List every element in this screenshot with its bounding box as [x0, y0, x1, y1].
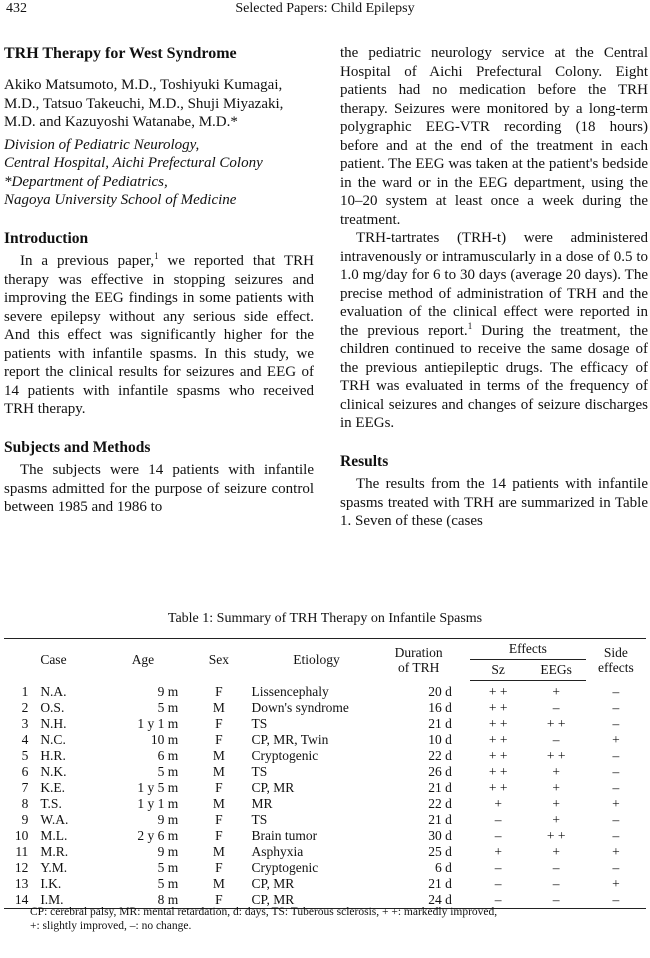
cell-sz: + +: [488, 732, 508, 747]
running-title: Selected Papers: Child Epilepsy: [235, 1, 415, 16]
col-header-etiology: Etiology: [244, 639, 384, 681]
cell-sex: M: [212, 700, 225, 715]
col-header-effects: Effects: [470, 639, 586, 660]
cell-side-effects: –: [612, 860, 620, 875]
cell-case: T.S.: [40, 796, 62, 811]
cell-case: K.E.: [40, 780, 66, 795]
cell-case: H.R.: [40, 748, 66, 763]
cell-sz: + +: [488, 764, 508, 779]
methods-paragraph-2: TRH-tartrates (TRH-t) were administered intravenously or intramuscularly in a dose of 0.5 to 1.0 mg/day for 6 to 30 days (average 20 days). The precise method of administration of TRH and the evaluation of the clinical effect were reported in the previous report.$^1$ During the treatment, the children continued to receive the same dosage of the previous antiepileptic drugs. The efficacy of TRH was evaluated in terms of the frequency of clinical seizures and changes of seizure discharges in EEGs.: [340, 230, 648, 431]
cell-side-effects: +: [612, 732, 620, 747]
row-number: 14: [4, 892, 30, 909]
cell-etiology: CP, MR: [251, 780, 295, 795]
cell-duration: 10 d: [428, 732, 452, 747]
cell-eegs: –: [552, 732, 560, 747]
affiliation-line: Nagoya University School of Medicine: [4, 192, 237, 208]
cell-sex: F: [215, 812, 223, 827]
cell-sz: +: [494, 796, 502, 811]
cell-side-effects: –: [612, 683, 620, 699]
cell-side-effects: –: [612, 764, 620, 779]
cell-age: 6 m: [157, 748, 179, 763]
cell-age: 9 m: [157, 844, 179, 859]
introduction-paragraph: In a previous paper,$^1$ we reported that TRH therapy was effective in stopping seizures and improving the EEG findings in some patients with severe epilepsy without any serious side effect. And this effect was significantly higher for the patients with infantile spasms. In this study, we report the clinical results for seizures and EEG of 14 patients with infantile spasms who received TRH therapy.: [4, 251, 314, 417]
cell-sex: M: [212, 748, 225, 763]
cell-eegs: –: [552, 860, 560, 875]
cell-case: I.M.: [30, 892, 105, 909]
cell-age: 1 y 1 m: [137, 796, 179, 811]
cell-age: 1 y 5 m: [137, 780, 179, 795]
affiliation-line: *Department of Pediatrics,: [4, 173, 168, 190]
cell-side-effects: –: [612, 812, 620, 827]
cell-sz: –: [470, 892, 527, 909]
table-row: [4, 780, 646, 796]
cell-sz: + +: [488, 684, 508, 699]
table-1: [4, 638, 646, 909]
row-number: 12: [14, 860, 29, 875]
row-number: 7: [21, 780, 29, 795]
cell-duration: 21 d: [428, 716, 452, 731]
cell-duration: 24 d: [383, 892, 469, 909]
cell-etiology: Asphyxia: [251, 844, 304, 859]
cell-duration: 30 d: [428, 828, 452, 843]
cell-sex: F: [215, 716, 223, 731]
cell-eegs: –: [552, 876, 560, 891]
cell-side-effects: –: [612, 716, 620, 731]
cell-sz: –: [494, 828, 502, 843]
cell-etiology: CP, MR, Twin: [251, 732, 329, 747]
cell-sex: F: [215, 780, 223, 795]
affiliation-line: Division of Pediatric Neurology,: [4, 136, 200, 153]
cell-sz: –: [494, 876, 502, 891]
affiliation-line: Central Hospital, Aichi Prefectural Colony: [4, 155, 263, 171]
row-number: 8: [21, 796, 29, 811]
cell-etiology: Brain tumor: [251, 828, 318, 843]
cell-etiology: Cryptogenic: [251, 748, 319, 763]
running-head: [0, 0, 650, 22]
methods-paragraph-continued: the pediatric neurology service at the Central Hospital of Aichi Prefectural Colony. Eight patients had no medication before the TRH therapy. Seizures were monitored by a long-term polygraphic EEG-VTR recording (18 hours) before and at the end of the treatment in each patient. The EEG was taken at the patient's bedside in the ward or in the EEG department, using the 10–20 system at least once a week during the treatment.: [340, 45, 648, 228]
cell-side-effects: –: [612, 780, 620, 795]
cell-age: 5 m: [157, 860, 179, 875]
cell-duration: 20 d: [428, 683, 452, 699]
cell-case: W.A.: [40, 812, 69, 827]
article-title: TRH Therapy for West Syndrome: [4, 45, 237, 62]
cell-age: 8 m: [106, 892, 195, 909]
cell-etiology: CP, MR: [244, 892, 384, 909]
row-number: 2: [21, 700, 29, 715]
row-number: 10: [14, 828, 29, 843]
cell-sex: F: [215, 828, 223, 843]
cell-side-effects: +: [612, 796, 620, 811]
row-number: 5: [21, 748, 29, 763]
cell-case: M.L.: [40, 828, 68, 843]
cell-eegs: +: [552, 684, 560, 699]
table-row: [4, 681, 646, 701]
cell-duration: 16 d: [428, 700, 452, 715]
cell-age: 2 y 6 m: [137, 828, 179, 843]
cell-age: 5 m: [157, 764, 179, 779]
right-column: [340, 44, 648, 531]
row-number: 1: [21, 683, 29, 699]
cell-duration: 6 d: [435, 860, 452, 875]
table-row: [4, 860, 646, 876]
cell-eegs: + +: [546, 748, 566, 763]
cell-eegs: + +: [546, 716, 566, 731]
table-row: [4, 812, 646, 828]
col-header-duration: Duration of TRH: [383, 639, 469, 681]
cell-sz: + +: [488, 748, 508, 763]
cell-case: Y.M.: [40, 860, 68, 875]
cell-duration: 21 d: [428, 812, 452, 827]
cell-eegs: + +: [546, 828, 566, 843]
col-header-sz: Sz: [470, 660, 527, 681]
table-row: [4, 828, 646, 844]
cell-etiology: CP, MR: [251, 876, 295, 891]
cell-etiology: Lissencephaly: [251, 683, 329, 699]
cell-duration: 21 d: [428, 780, 452, 795]
authors: Akiko Matsumoto, M.D., Toshiyuki Kumagai, M.D., Tatsuo Takeuchi, M.D., Shuji Miyazaki, M.D. and Kazuyoshi Watanabe, M.D.*: [4, 77, 284, 130]
col-header-case: Case: [30, 639, 105, 681]
cell-case: N.C.: [40, 732, 66, 747]
cell-etiology: Cryptogenic: [251, 860, 319, 875]
table-footnote: CP: cerebral palsy, MR: mental retardation, d: days, TS: Tuberous sclerosis, + +: markedly improved, +: slightly improved, –: no change.: [30, 906, 498, 932]
cell-eegs: +: [552, 780, 560, 795]
cell-sex: M: [212, 764, 225, 779]
cell-side-effects: –: [612, 700, 620, 715]
cell-eegs: –: [552, 700, 560, 715]
results-heading: Results: [340, 452, 389, 470]
cell-eegs: +: [552, 796, 560, 811]
cell-sz: + +: [488, 780, 508, 795]
cell-sz: + +: [488, 716, 508, 731]
table-row: [4, 700, 646, 716]
table-row: [4, 796, 646, 812]
table-row: [4, 844, 646, 860]
methods-heading: Subjects and Methods: [4, 438, 151, 456]
cell-sex: F: [194, 892, 243, 909]
cell-age: 5 m: [157, 700, 179, 715]
table-body: [4, 681, 646, 909]
cell-side-effects: –: [612, 828, 620, 843]
left-column: [4, 44, 314, 517]
table-row: [4, 716, 646, 732]
table-row: [4, 732, 646, 748]
cell-sz: –: [494, 812, 502, 827]
cell-duration: 26 d: [428, 764, 452, 779]
methods-paragraph: The subjects were 14 patients with infantile spasms admitted for the purpose of seizure control between 1985 and 1986 to: [4, 462, 314, 515]
cell-duration: 22 d: [428, 748, 452, 763]
row-number: 4: [21, 732, 29, 747]
introduction-heading: Introduction: [4, 229, 89, 247]
cell-side-effects: –: [612, 748, 620, 763]
cell-case: O.S.: [40, 700, 65, 715]
cell-sex: M: [212, 796, 225, 811]
col-header-sex: Sex: [194, 639, 243, 681]
cell-eegs: +: [552, 812, 560, 827]
reference-mark: 1: [467, 320, 473, 331]
cell-duration: 25 d: [428, 844, 452, 859]
table-row: [4, 764, 646, 780]
row-number: 11: [15, 844, 29, 859]
results-table: [4, 638, 646, 909]
cell-duration: 21 d: [428, 876, 452, 891]
cell-age: 9 m: [157, 683, 179, 699]
cell-age: 5 m: [157, 876, 179, 891]
cell-etiology: TS: [251, 764, 268, 779]
cell-duration: 22 d: [428, 796, 452, 811]
cell-eegs: +: [552, 764, 560, 779]
cell-etiology: Down's syndrome: [251, 700, 349, 715]
cell-case: I.K.: [40, 876, 62, 891]
row-number: 3: [21, 716, 29, 731]
cell-sex: M: [212, 876, 225, 891]
row-number: 9: [21, 812, 29, 827]
cell-age: 10 m: [150, 732, 179, 747]
table-row: [4, 748, 646, 764]
cell-etiology: TS: [251, 812, 268, 827]
col-header-number: [4, 639, 30, 681]
table-caption: Table 1: Summary of TRH Therapy on Infantile Spasms: [167, 611, 483, 626]
reference-mark: 1: [154, 251, 159, 261]
cell-sex: F: [215, 683, 223, 699]
cell-sz: –: [494, 860, 502, 875]
cell-sz: +: [494, 844, 502, 859]
cell-age: 1 y 1 m: [137, 716, 179, 731]
cell-side-effects: –: [586, 892, 646, 909]
cell-sex: F: [215, 732, 223, 747]
col-header-side-effects: Side effects: [586, 639, 646, 681]
results-paragraph: The results from the 14 patients with infantile spasms treated with TRH are summarized in Table 1. Seven of these (cases: [340, 476, 648, 529]
cell-side-effects: +: [612, 876, 620, 891]
cell-age: 9 m: [157, 812, 179, 827]
cell-case: N.H.: [40, 716, 67, 731]
row-number: 6: [21, 764, 29, 779]
cell-eegs: +: [552, 844, 560, 859]
page-number: 432: [6, 1, 27, 16]
cell-etiology: MR: [251, 796, 273, 811]
cell-case: N.A.: [40, 683, 67, 699]
cell-side-effects: +: [612, 844, 620, 859]
cell-sex: F: [215, 860, 223, 875]
cell-case: N.K.: [40, 764, 67, 779]
cell-case: M.R.: [40, 844, 69, 859]
row-number: 13: [14, 876, 29, 891]
table-row: [4, 876, 646, 892]
cell-etiology: TS: [251, 716, 268, 731]
cell-sex: M: [212, 844, 225, 859]
cell-sz: + +: [488, 700, 508, 715]
affiliation: [4, 136, 314, 210]
col-header-age: Age: [106, 639, 195, 681]
col-header-eegs: EEGs: [526, 660, 585, 681]
cell-eegs: –: [526, 892, 585, 909]
